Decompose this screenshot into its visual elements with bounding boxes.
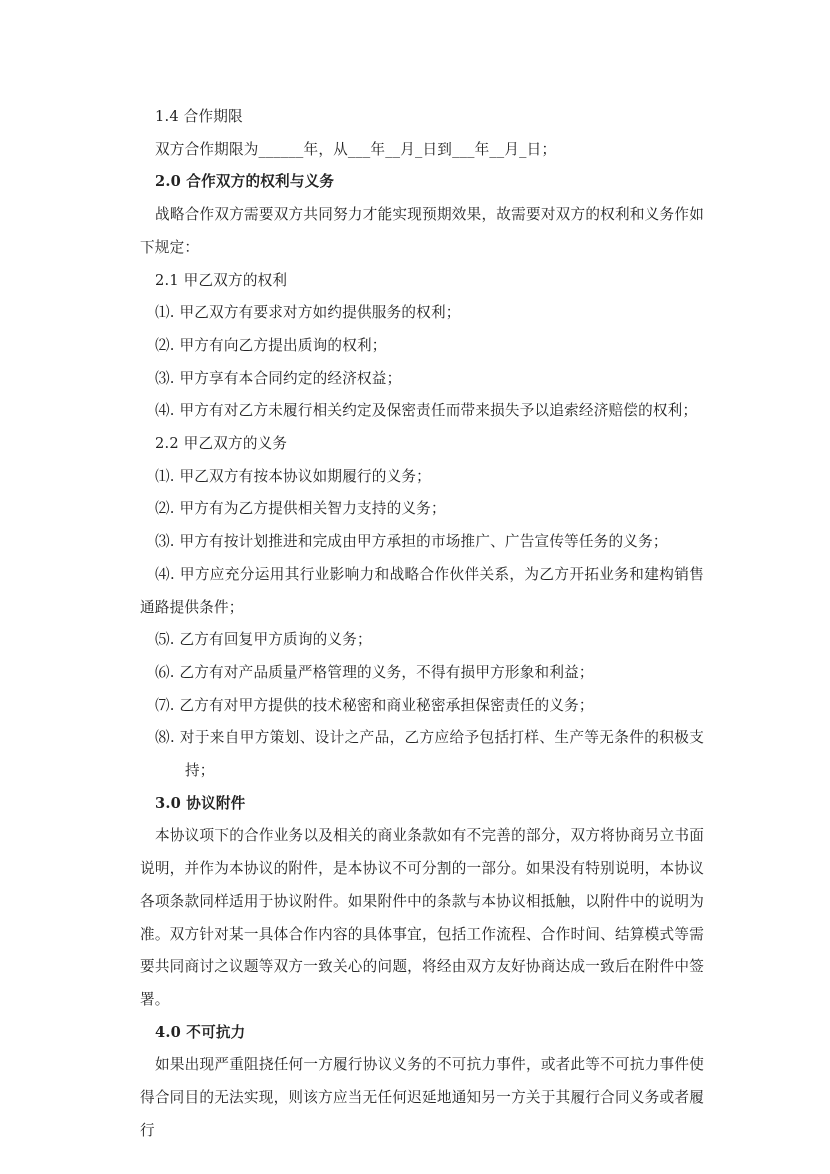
list-item: ⑺. 乙方有对甲方提供的技术秘密和商业秘密承担保密责任的义务； [155, 696, 594, 714]
paragraph: 本协议项下的合作业务以及相关的商业条款如有不完善的部分，双方将协商另立书面说明，并作为本协议的附件，是本协议不可分割的一部分。如果没有特别说明，本协议各项条款同样适用于协议附件。如果附件中的条款与本协议相抵触，以附件中的说明为准。双方针对某一具体合作内容的具体事宜，包括工作流程、合作时间、结算模式等需要共同商讨之议题等双方一致关心的问题，将经由双方友好协商达成一致后在附件中签署。 [140, 827, 704, 1008]
cooperation-period-line: 双方合作期限为______年，从___年__月_日到___年__月_日； [155, 140, 557, 158]
paragraph: 战略合作双方需要双方共同努力才能实现预期效果，故需要对双方的权利和义务作如下规定： [140, 206, 704, 256]
document-page [140, 101, 704, 1148]
list-item: ⑹. 乙方有对产品质量严格管理的义务，不得有损甲方形象和利益； [155, 663, 594, 681]
list-item: ⑵. 甲方有向乙方提出质询的权利； [155, 336, 387, 354]
list-item: ⑴. 甲乙双方有要求对方如约提供服务的权利； [155, 304, 461, 322]
subsection-heading-2-2: 2.2 甲乙双方的义务 [155, 435, 288, 453]
section-heading-3-0: 3.0 协议附件 [155, 794, 246, 812]
list-item: ⑷. 甲方应充分运用其行业影响力和战略合作伙伴关系，为乙方开拓业务和建构销售通路提供条件； [140, 565, 704, 616]
list-item: ⑶. 甲方享有本合同约定的经济权益； [155, 369, 402, 387]
list-item: ⑵. 甲方有为乙方提供相关智力支持的义务； [155, 500, 446, 518]
section-heading-1-4: 1.4 合作期限 [155, 108, 243, 125]
list-item: ⑷. 甲方有对乙方未履行相关约定及保密责任而带来损失予以追索经济赔偿的权利； [155, 402, 698, 420]
list-item: ⑸. 乙方有回复甲方质询的义务； [155, 631, 372, 649]
list-item: ⑻. 对于来自甲方策划、设计之产品，乙方应给予包括打样、生产等无条件的积极支持； [155, 729, 704, 780]
list-item: ⑶. 甲方有按计划推进和完成由甲方承担的市场推广、广告宣传等任务的义务； [155, 533, 668, 551]
paragraph: 如果出现严重阻挠任何一方履行协议义务的不可抗力事件，或者此等不可抗力事件使得合同目的无法实现，则该方应当无任何迟延地通知另一方关于其履行合同义务或者履行 [140, 1056, 704, 1139]
section-heading-4-0: 4.0 不可抗力 [155, 1023, 246, 1041]
subsection-heading-2-1: 2.1 甲乙双方的权利 [155, 271, 288, 289]
list-item: ⑴. 甲乙双方有按本协议如期履行的义务； [155, 467, 431, 485]
section-heading-2-0: 2.0 合作双方的权利与义务 [155, 173, 335, 191]
